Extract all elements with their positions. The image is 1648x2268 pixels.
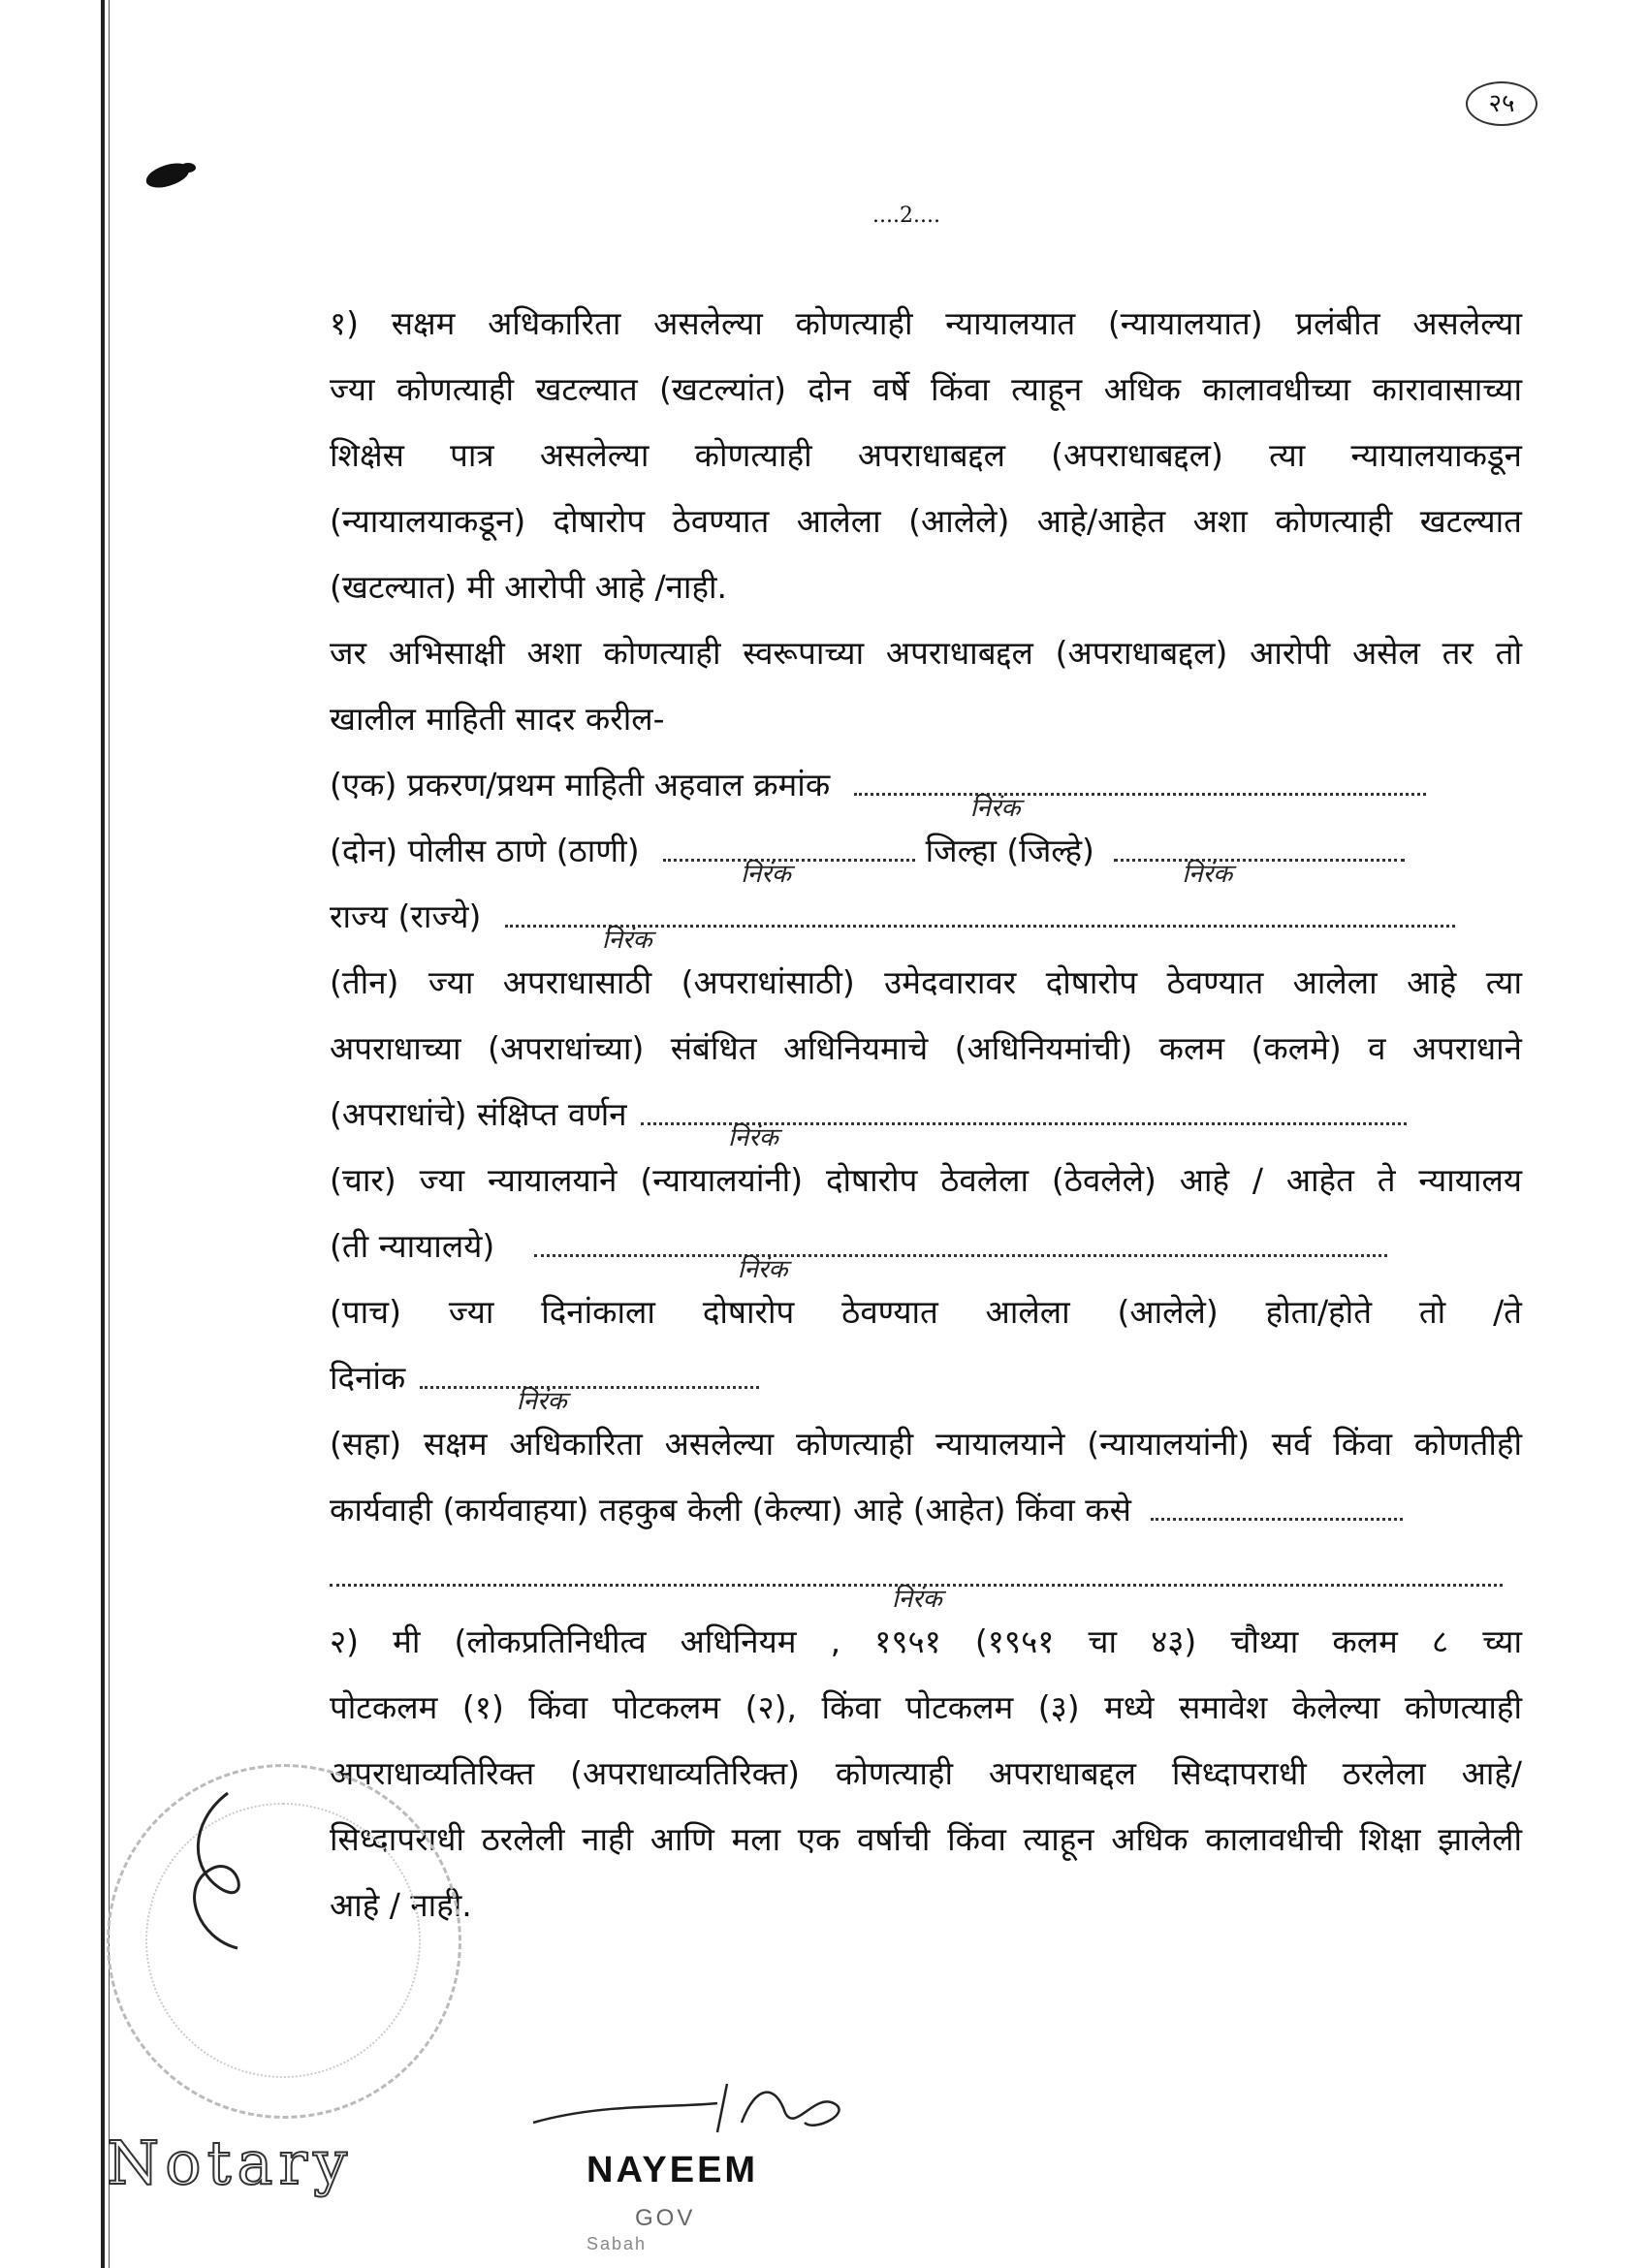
fill-line (505, 899, 1455, 955)
fill-line (534, 1229, 1387, 1284)
notary-stamp-line2: GOV (635, 2205, 696, 2231)
continuation-marker: ....2.... (872, 204, 940, 228)
signature-scribble (523, 2064, 911, 2161)
item-teen: अपराधाच्या (अपराधांच्या) संबंधित अधिनियमाचे (अधिनियमांची) कलम (कलमे) व अपराधाने (330, 1029, 1522, 1067)
para1-line: (न्यायालयाकडून) दोषारोप ठेवण्यात आलेला (आलेले) आहे/आहेत अशा कोणत्याही खटल्यात (330, 502, 1522, 540)
item-rajya-label: राज्य (राज्ये) (330, 898, 482, 935)
item-saha-continued (330, 1543, 1522, 1614)
item-teen (330, 1082, 1522, 1152)
para2-line: २) मी (लोकप्रतिनिधीत्व अधिनियम , १९५१ (१९५१ चा ४३) चौथ्या कलम ८ च्या (330, 1622, 1522, 1660)
para1-line: (खटल्यात) मी आरोपी आहे /नाही. (330, 568, 728, 606)
fill-line (641, 1097, 1407, 1152)
fill-line (420, 1361, 759, 1416)
declaration-body (330, 291, 1522, 1938)
page-number: २५ (1466, 81, 1537, 126)
ink-blot-mark-small (180, 163, 196, 173)
nirank-handwritten: निरंक (516, 1387, 567, 1416)
item-char (330, 1213, 1522, 1284)
notary-stamp-text: Notary (107, 2127, 354, 2198)
item-rajya (330, 884, 1522, 955)
item-saha: (सहा) सक्षम अधिकारिता असलेल्या कोणत्याही न्यायालयाने (न्यायालयांनी) सर्व किंवा कोणतीही (330, 1425, 1522, 1463)
nirank-handwritten: निरंक (601, 926, 652, 955)
left-margin-rule (101, 0, 105, 2268)
nirank-handwritten: निरंक (737, 1255, 788, 1284)
nirank-handwritten: निरंक (741, 860, 791, 889)
para1-line: ज्या कोणत्याही खटल्यात (खटल्यांत) दोन वर्षे किंवा त्याहून अधिक कालावधीच्या कारावासाच्या (330, 370, 1522, 408)
para1-line: शिक्षेस पात्र असलेल्या कोणत्याही अपराधाबद्दल (अपराधाबद्दल) त्या न्यायालयाकडून (330, 436, 1522, 474)
item-char-label: (ती न्यायालये) (330, 1227, 495, 1265)
nirank-handwritten: निरंक (1182, 860, 1233, 889)
item-don-label: (दोन) पोलीस ठाणे (ठाणी) (330, 832, 640, 869)
nirank-handwritten: निरंक (969, 794, 1021, 823)
notary-stamp-line3: Sabah (586, 2234, 648, 2253)
fill-line (330, 1559, 1503, 1614)
para2-line: पोटकलम (१) किंवा पोटकलम (२), किंवा पोटकलम (३) मध्ये समावेश केलेल्या कोणत्याही (330, 1688, 1522, 1726)
item-ek (330, 752, 1522, 823)
para1-line: १) सक्षम अधिकारिता असलेल्या कोणत्याही न्यायालयात (न्यायालयात) प्रलंबीत असलेल्या (330, 304, 1522, 342)
intro-line: खालील माहिती सादर करील- (330, 700, 665, 738)
fill-line (663, 834, 915, 889)
para2-line: आहे / नाही. (330, 1886, 472, 1924)
fill-line (1151, 1493, 1403, 1521)
para2-line: अपराधाव्यतिरिक्त (अपराधाव्यतिरिक्त) कोणत्याही अपराधाबद्दल सिध्दापराधी ठरलेला आहे/ (330, 1754, 1522, 1792)
item-ek-label: (एक) प्रकरण/प्रथम माहिती अहवाल क्रमांक (330, 766, 831, 803)
fill-line (854, 768, 1426, 823)
item-don-district: जिल्हा (जिल्हे) (925, 832, 1094, 869)
item-pach (330, 1345, 1522, 1416)
item-char: (चार) ज्या न्यायालयाने (न्यायालयांनी) दोषारोप ठेवलेला (ठेवलेले) आहे / आहेत ते न्यायालय (330, 1161, 1522, 1199)
item-don (330, 818, 1522, 889)
item-saha-label: कार्यवाही (कार्यवाहया) तहकुब केली (केल्या) आहे (आहेत) किंवा कसे (330, 1491, 1131, 1528)
item-pach-label: दिनांक (330, 1359, 406, 1397)
initials-signature (170, 1783, 286, 1958)
notary-name: NAYEEM (586, 2150, 759, 2190)
nirank-handwritten: निरंक (728, 1123, 778, 1152)
nirank-handwritten: निरंक (892, 1585, 942, 1614)
intro-line: जर अभिसाक्षी अशा कोणत्याही स्वरूपाच्या अपराधाबद्दल (अपराधाबद्दल) आरोपी असेल तर तो (330, 634, 1522, 672)
item-saha (330, 1477, 1522, 1543)
item-teen-label: (अपराधांचे) संक्षिप्त वर्णन (330, 1095, 627, 1133)
para2-line: सिध्दापराधी ठरलेली नाही आणि मला एक वर्षाची किंवा त्याहून अधिक कालावधीची शिक्षा झालेली (330, 1820, 1522, 1858)
item-pach: (पाच) ज्या दिनांकाला दोषारोप ठेवण्यात आलेला (आलेले) होता/होते तो /ते (330, 1293, 1522, 1331)
fill-line (1114, 834, 1405, 889)
item-teen: (तीन) ज्या अपराधासाठी (अपराधांसाठी) उमेदवारावर दोषारोप ठेवण्यात आलेला आहे त्या (330, 963, 1522, 1001)
